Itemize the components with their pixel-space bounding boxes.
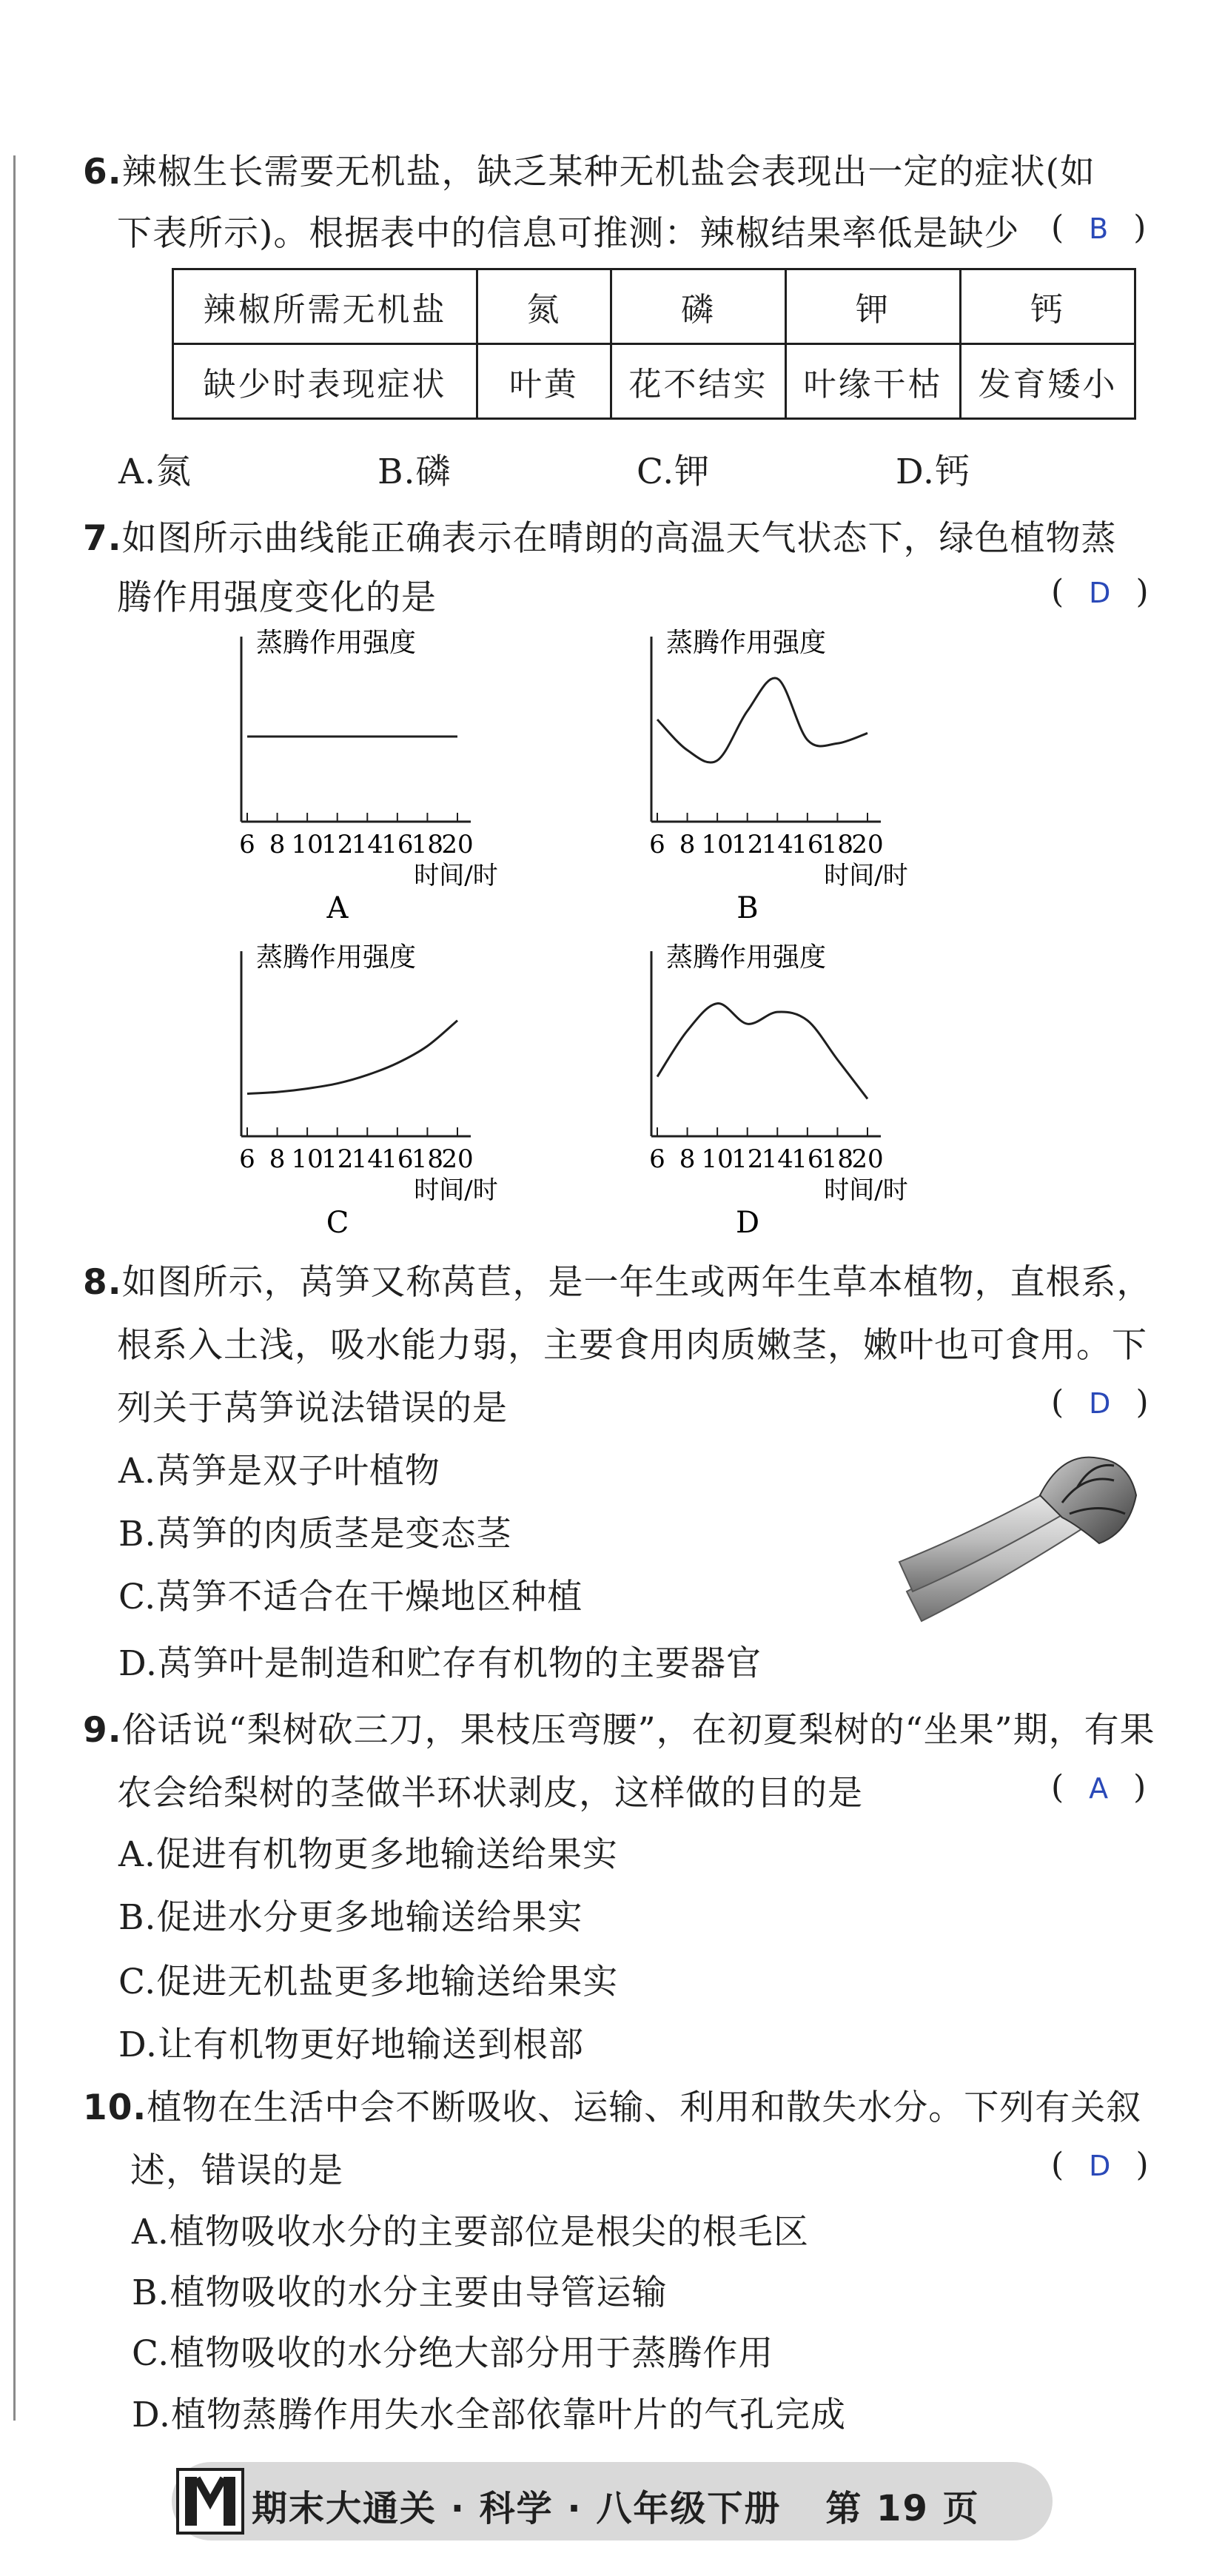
q8-line2: 根系入土浅，吸水能力弱，主要食用肉质嫩茎，嫩叶也可食用。下 xyxy=(117,1325,1147,1366)
series-line xyxy=(657,678,867,762)
series-line xyxy=(657,1004,867,1099)
x-tick-label: 18 xyxy=(821,830,854,859)
x-tick-label: 12 xyxy=(321,830,354,859)
x-tick-label: 18 xyxy=(411,830,444,859)
q10-option-a: A.植物吸收水分的主要部位是根尖的根毛区 xyxy=(132,2212,809,2253)
x-axis-label: 时间/时 xyxy=(824,1175,908,1205)
q9-number: 9. xyxy=(83,1710,122,1751)
q8-option-d: D.莴笋叶是制造和贮存有机物的主要器官 xyxy=(118,1643,762,1684)
x-tick-label: 14 xyxy=(761,830,793,859)
x-tick-label: 18 xyxy=(821,1144,854,1174)
q10-option-b: B.植物吸收的水分主要由导管运输 xyxy=(132,2273,668,2313)
q9-line1: 9.俗话说“梨树砍三刀，果枝压弯腰”，在初夏梨树的“坐果”期，有果 xyxy=(83,1710,1155,1751)
q9-option-a: A.促进有机物更多地输送给果实 xyxy=(118,1834,618,1875)
q6-option-d: D.钙 xyxy=(896,452,970,492)
table-cell: 叶黄 xyxy=(477,344,611,419)
q9-answer: ( A ) xyxy=(1051,1768,1147,1806)
x-tick-label: 8 xyxy=(269,830,286,859)
table-row xyxy=(173,269,1135,344)
x-tick-label: 12 xyxy=(731,1144,764,1174)
table-cell: 磷 xyxy=(611,269,786,344)
table-cell: 缺少时表现症状 xyxy=(173,344,477,419)
chart-caption: A xyxy=(326,891,349,925)
x-tick-label: 20 xyxy=(441,1144,474,1174)
x-tick-label: 10 xyxy=(701,1144,734,1174)
chart-d xyxy=(629,936,940,1240)
q10-number: 10. xyxy=(83,2087,147,2128)
x-axis-label: 时间/时 xyxy=(414,1175,498,1205)
q10-line2: 述，错误的是 xyxy=(130,2150,343,2191)
x-tick-label: 20 xyxy=(441,830,474,859)
x-tick-label: 8 xyxy=(679,1144,696,1174)
q10-option-d: D.植物蒸腾作用失水全部依靠叶片的气孔完成 xyxy=(132,2395,846,2435)
q9-line2: 农会给梨树的茎做半环状剥皮，这样做的目的是 xyxy=(117,1773,863,1814)
table-cell: 钾 xyxy=(786,269,961,344)
q9-option-d: D.让有机物更好地输送到根部 xyxy=(118,2025,584,2065)
q8-option-b: B.莴笋的肉质茎是变态茎 xyxy=(118,1514,512,1554)
table-cell: 钙 xyxy=(961,269,1135,344)
q7-line1: 7.如图所示曲线能正确表示在晴朗的高温天气状态下，绿色植物蒸 xyxy=(83,518,1117,559)
q6-line2: 下表所示)。根据表中的信息可推测：辣椒结果率低是缺少 xyxy=(117,213,1020,254)
table-cell: 叶缘干枯 xyxy=(786,344,961,419)
chart-b xyxy=(629,622,940,925)
x-tick-label: 6 xyxy=(649,830,665,859)
q10-line1: 10.植物在生活中会不断吸收、运输、利用和散失水分。下列有关叙 xyxy=(83,2087,1142,2128)
footer-title: 期末大通关 · 科学 · 八年级下册 第 19 页 xyxy=(252,2488,980,2529)
x-tick-label: 20 xyxy=(851,1144,884,1174)
page-number: 第 19 页 xyxy=(825,2488,980,2529)
x-tick-label: 12 xyxy=(321,1144,354,1174)
x-tick-label: 10 xyxy=(291,1144,323,1174)
x-tick-label: 6 xyxy=(649,1144,665,1174)
q6-option-b: B.磷 xyxy=(377,452,452,492)
binding-line xyxy=(13,155,16,2421)
x-tick-label: 14 xyxy=(351,1144,383,1174)
q10-answer: ( D ) xyxy=(1051,2146,1149,2184)
table-cell: 辣椒所需无机盐 xyxy=(173,269,477,344)
x-tick-label: 6 xyxy=(239,1144,255,1174)
x-tick-label: 6 xyxy=(239,830,255,859)
y-axis-label: 蒸腾作用强度 xyxy=(666,942,827,973)
chart-caption: C xyxy=(326,1206,349,1240)
q10-option-c: C.植物吸收的水分绝大部分用于蒸腾作用 xyxy=(132,2333,774,2374)
table-row xyxy=(173,344,1135,419)
x-tick-label: 8 xyxy=(679,830,696,859)
q8-line3: 列关于莴笋说法错误的是 xyxy=(117,1388,508,1429)
mineral-table xyxy=(172,268,1136,420)
y-axis-label: 蒸腾作用强度 xyxy=(256,628,417,658)
q9-option-b: B.促进水分更多地输送给果实 xyxy=(118,1897,583,1938)
x-axis-label: 时间/时 xyxy=(414,861,498,890)
table-cell: 氮 xyxy=(477,269,611,344)
q6-option-c: C.钾 xyxy=(637,452,711,492)
chart-caption: B xyxy=(736,891,759,925)
x-tick-label: 16 xyxy=(381,830,414,859)
q8-option-c: C.莴笋不适合在干燥地区种植 xyxy=(118,1577,583,1617)
book-logo-icon xyxy=(175,2465,246,2538)
q7-answer: ( D ) xyxy=(1051,573,1149,611)
q8-line1: 8.如图所示，莴笋又称莴苣，是一年生或两年生草本植物，直根系， xyxy=(83,1262,1152,1303)
x-axis-label: 时间/时 xyxy=(824,861,908,890)
y-axis-label: 蒸腾作用强度 xyxy=(256,942,417,973)
chart-c xyxy=(219,936,530,1240)
q6-option-a: A.氮 xyxy=(118,452,192,492)
x-tick-label: 20 xyxy=(851,830,884,859)
x-tick-label: 10 xyxy=(291,830,323,859)
x-tick-label: 16 xyxy=(381,1144,414,1174)
q7-line2: 腾作用强度变化的是 xyxy=(117,577,437,618)
x-tick-label: 10 xyxy=(701,830,734,859)
q8-number: 8. xyxy=(83,1262,122,1303)
x-tick-label: 16 xyxy=(791,1144,824,1174)
table-cell: 花不结实 xyxy=(611,344,786,419)
chart-caption: D xyxy=(735,1206,760,1240)
q6-number: 6. xyxy=(83,152,122,192)
q6-line1: 6.辣椒生长需要无机盐，缺乏某种无机盐会表现出一定的症状(如 xyxy=(83,152,1095,192)
q6-answer: ( B ) xyxy=(1051,209,1147,246)
series-line xyxy=(247,1021,457,1094)
q8-option-a: A.莴笋是双子叶植物 xyxy=(118,1451,440,1492)
x-tick-label: 12 xyxy=(731,830,764,859)
x-tick-label: 14 xyxy=(761,1144,793,1174)
x-tick-label: 16 xyxy=(791,830,824,859)
x-tick-label: 14 xyxy=(351,830,383,859)
x-tick-label: 18 xyxy=(411,1144,444,1174)
q7-number: 7. xyxy=(83,518,122,559)
chart-a xyxy=(219,622,530,925)
lettuce-stem-image xyxy=(892,1443,1144,1636)
q8-answer: ( D ) xyxy=(1051,1383,1149,1421)
x-tick-label: 8 xyxy=(269,1144,286,1174)
y-axis-label: 蒸腾作用强度 xyxy=(666,628,827,658)
table-cell: 发育矮小 xyxy=(961,344,1135,419)
q9-option-c: C.促进无机盐更多地输送给果实 xyxy=(118,1962,619,2002)
